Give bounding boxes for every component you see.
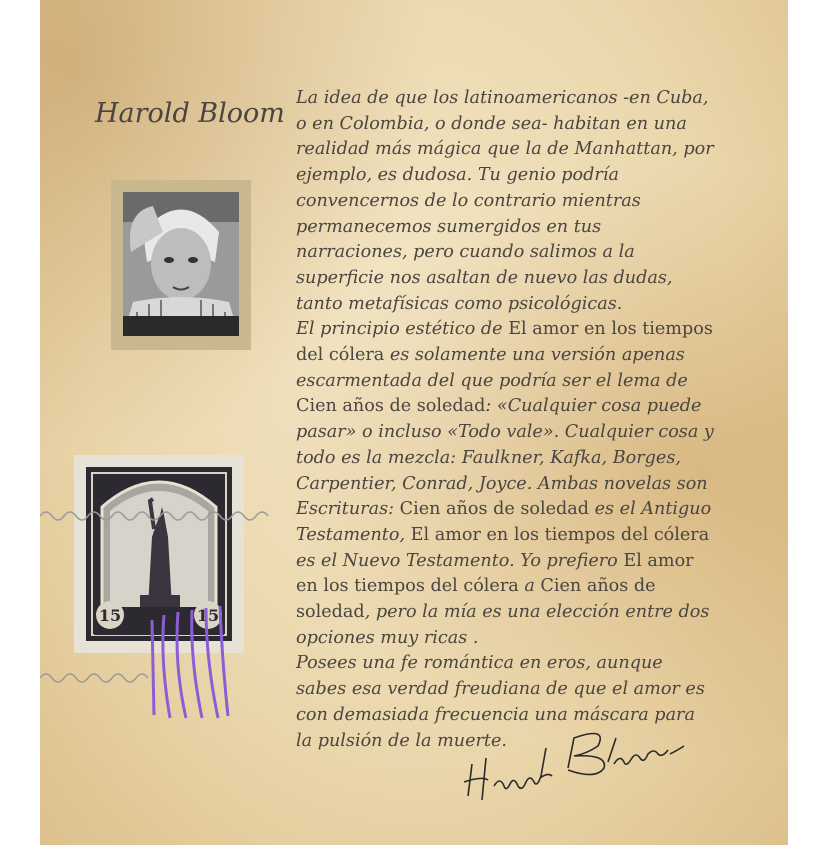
svg-text:15: 15 <box>196 606 220 625</box>
italic-text-segment: El principio estético de <box>296 319 509 340</box>
bottom-strip <box>0 845 828 851</box>
book-title: El amor en los tiempos del cólera <box>296 550 694 597</box>
portrait-stamp <box>111 180 251 350</box>
portrait-photo <box>123 192 239 336</box>
portrait-icon <box>123 192 239 336</box>
book-title: Cien años de soledad <box>296 396 486 417</box>
statue-of-liberty-icon <box>86 467 232 641</box>
book-title: Cien años de soledad <box>399 499 590 520</box>
parchment-background <box>40 0 788 845</box>
svg-text:15: 15 <box>98 606 122 625</box>
letter-text <box>296 86 716 754</box>
book-title: El amor en los tiempos del cólera <box>296 319 713 366</box>
italic-text-segment: : «Cualquier cosa puede pasar» o incluso «Todo vale». Cualquier cosa y todo es la mezcla: Faulkner, Kafka, Borges, Carpentier, Conrad, Joyce. Ambas novelas son Escrituras: <box>296 396 714 520</box>
italic-text-segment: , pero la mía es una elección entre dos opciones muy ricas . <box>296 602 710 648</box>
letter-paragraph-3: Posees una fe romántica en eros, aunque sabes esa verdad freudiana de que el amor es con demasiada frecuencia una máscara para la pulsión de la muerte. <box>296 653 705 751</box>
book-title: Cien años de soledad <box>296 576 656 623</box>
italic-text-segment: es el Antiguo Testamento, <box>296 499 712 545</box>
italic-text-segment: es solamente una versión apenas escarmentada del que podría ser el lema de <box>296 345 688 391</box>
handwritten-signature-icon <box>458 728 698 808</box>
book-title: El amor en los tiempos del cólera <box>410 524 710 545</box>
liberty-stamp <box>77 458 241 650</box>
italic-text-segment: a <box>518 576 541 597</box>
letter-paragraph-2 <box>296 317 716 651</box>
liberty-stamp-art <box>86 467 232 641</box>
italic-text-segment: es el Nuevo Testamento. Yo prefiero <box>296 550 624 571</box>
author-name: Harold Bloom <box>95 98 285 129</box>
letter-paragraph-1: La idea de que los latinoamericanos -en Cuba, o en Colombia, o donde sea- habitan en una realidad más mágica que la de Manhattan, por ejemplo, es dudosa. Tu genio podría convencernos de lo contrario mientras permanecemos sumergidos en tus narraciones, pero cuando salimos a la superficie nos asaltan de nuevo las dudas, tanto metafísicas como psicológicas. <box>296 88 714 314</box>
